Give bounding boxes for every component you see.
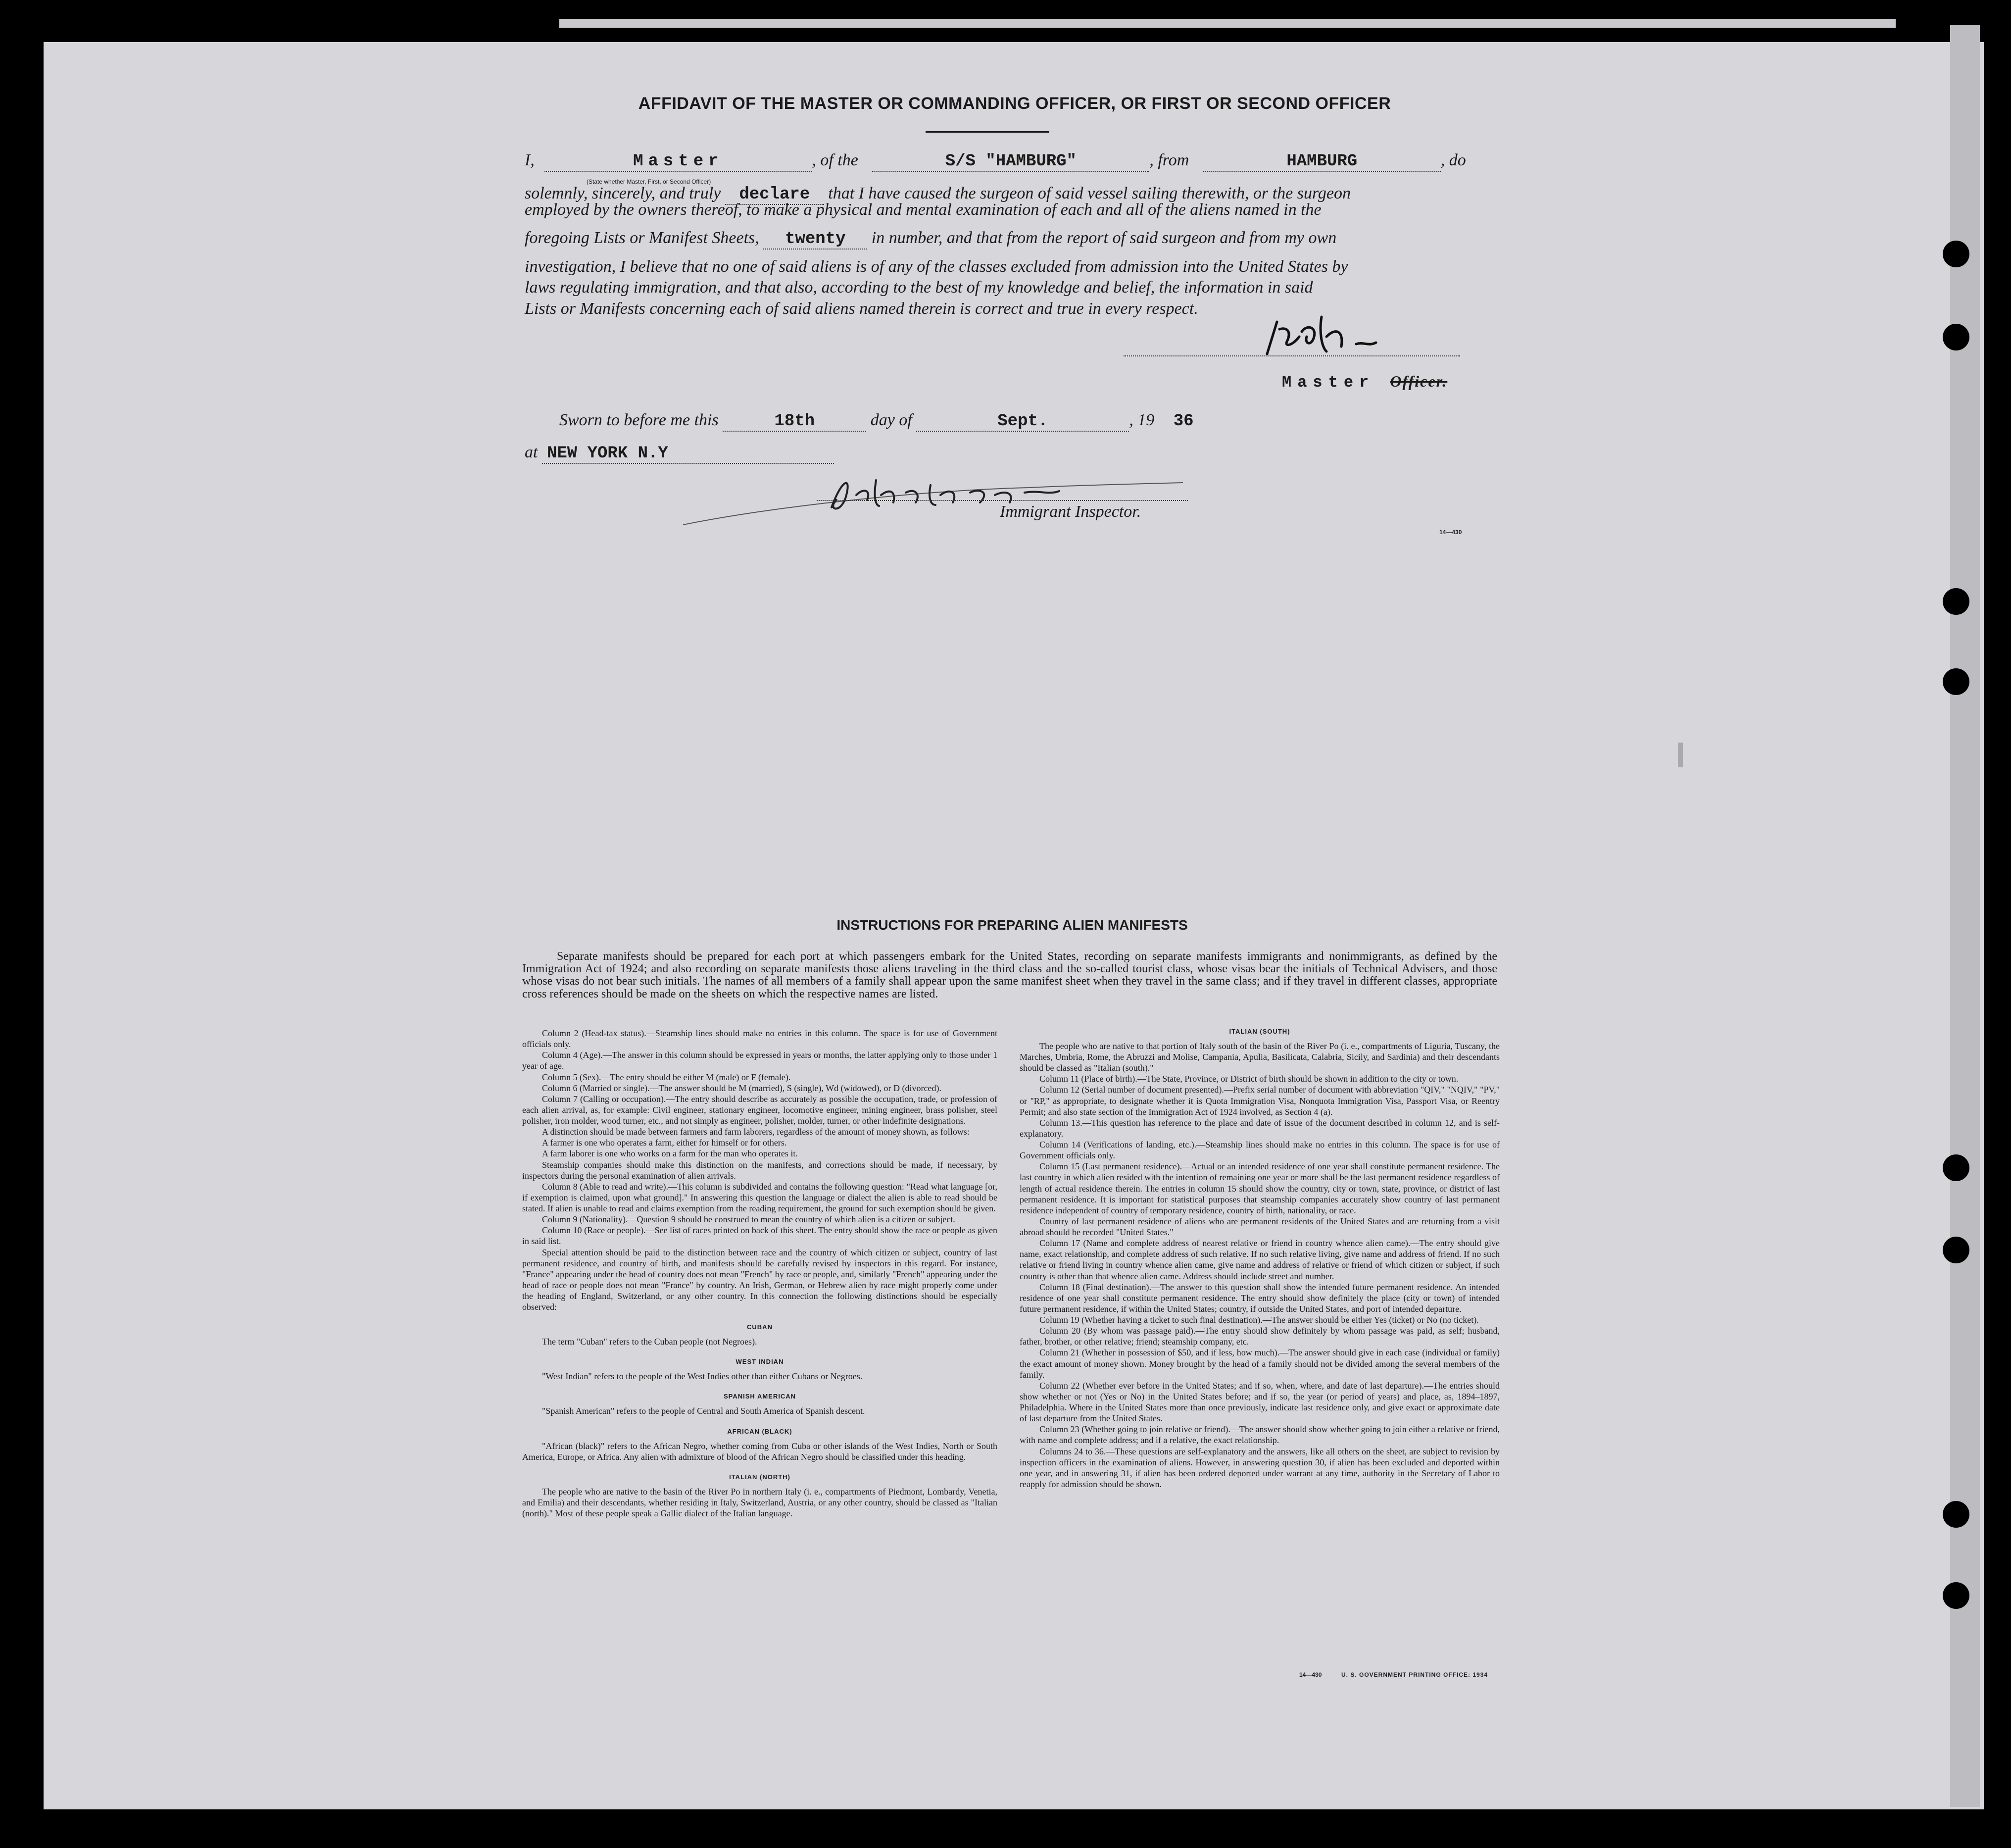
instruction-paragraph: Columns 24 to 36.—These questions are self-explanatory and the answers, like all others on the sheet, are subject to revision by inspection officers in the examination of aliens. However, in answering question 30, if alien has been excluded and deported within one year, and in answering 31, if alien has been ordered deported under warrant at any time, authority in the Secretary of Labor to reapply for admission should be shown. bbox=[1020, 1446, 1500, 1489]
instruction-paragraph: Column 23 (Whether going to join relative or friend).—The answer should show whether going to join either a relative or friend, with name and complete address; and if a relative, the exact relationship. bbox=[1020, 1424, 1500, 1446]
instruction-paragraph: Column 11 (Place of birth).—The State, Province, or District of birth should be shown in addition to the city or town. bbox=[1039, 1074, 1459, 1084]
instructions-title: INSTRUCTIONS FOR PREPARING ALIEN MANIFESTS bbox=[836, 917, 1188, 933]
instruction-paragraph: A distinction should be made between farmers and farm laborers, regardless of the amount of money shown, as follows: bbox=[542, 1127, 970, 1137]
form-number: 14—430 bbox=[1439, 529, 1462, 536]
instruction-paragraph: Column 8 (Able to read and write).—This column is subdivided and contains the following question: "Read what language [or, if exemption is claimed, upon what ground]." In answering this question the language or dialect the alien is able to read should be stated. If alien is unable to read and claims exemption from the reading requirement, the ground for such exemption should be given. bbox=[522, 1181, 997, 1213]
solemnly-text: solemnly, sincerely, and truly bbox=[525, 184, 721, 202]
master-signature bbox=[1257, 307, 1416, 361]
inspector-signature-line bbox=[817, 500, 1188, 501]
section-heading-west-indian: WEST INDIAN bbox=[736, 1358, 784, 1366]
affidavit-line-4 bbox=[525, 229, 1336, 250]
affidavit-title: AFFIDAVIT OF THE MASTER OR COMMANDING OFFICER, OR FIRST OR SECOND OFFICER bbox=[638, 94, 1391, 113]
rank-note: (State whether Master, First, or Second Officer) bbox=[587, 178, 711, 185]
instruction-paragraph: Column 22 (Whether ever before in the United States; and if so, when, where, and date of last departure).—The entries should show whether or not (Yes or No) in the United States before; and if so, the year (or period of years) and place, as, 1894–1897, Philadelphia. Where in the United States more than once previously, indicate last residence only, and give exact or approximate date of last departure from the United States. bbox=[1020, 1380, 1500, 1424]
instruction-paragraph: Column 9 (Nationality).—Question 9 should be construed to mean the country of which alien is a citizen or subject. bbox=[542, 1214, 955, 1225]
instruction-paragraph: Column 10 (Race or people).—See list of races printed on back of this sheet. The entry should show the race or people as given in said list. bbox=[522, 1225, 997, 1247]
sworn-line bbox=[559, 411, 1194, 432]
sworn-place-field: NEW YORK N.Y bbox=[542, 444, 834, 464]
signature-line bbox=[1124, 355, 1460, 356]
section-heading-italian-south: ITALIAN (SOUTH) bbox=[1229, 1028, 1290, 1035]
from-text: , from bbox=[1149, 151, 1189, 169]
inspector-signature bbox=[683, 460, 1188, 535]
instruction-paragraph: Column 17 (Name and complete address of nearest relative or friend in country whence alien came).—The entry should give name, exact relationship, and complete address of such relative. If no such relative living, give name and address of friend. If no such relative or friend living in country whence alien came, give name and address of relative or friend of which citizen or subject, if such country is other than that whence alien came. Address should include street and number. bbox=[1020, 1238, 1500, 1281]
declare-field: declare bbox=[725, 185, 824, 205]
signer-title-text: Master bbox=[1282, 373, 1375, 392]
sworn-year-field: 36 bbox=[1173, 412, 1194, 431]
vessel-name-field: S/S "HAMBURG" bbox=[872, 152, 1149, 172]
instruction-paragraph: A farmer is one who operates a farm, either for himself or for others. bbox=[542, 1138, 787, 1148]
port-field: HAMBURG bbox=[1203, 152, 1441, 172]
affidavit-line-1 bbox=[525, 151, 1466, 172]
punch-hole bbox=[1943, 588, 1969, 615]
punch-hole bbox=[1943, 324, 1969, 350]
inspector-label: Immigrant Inspector. bbox=[1000, 502, 1141, 521]
punch-hole bbox=[1943, 1237, 1969, 1263]
section-heading-spanish-american: SPANISH AMERICAN bbox=[723, 1393, 796, 1400]
title-rule bbox=[926, 131, 1049, 133]
sheet-count-field: twenty bbox=[763, 230, 867, 250]
instruction-paragraph: Column 7 (Calling or occupation).—The entry should describe as accurately as possible the occupation, trade, or profession of each alien arrival, as, for example: Civil engineer, stationary engineer, locomotive engineer, mining engineer, brass polisher, steel polisher, iron molder, wood turner, etc., and not simply as engineer, polisher, molder, turner, or other indefinite designations. bbox=[522, 1094, 997, 1126]
sworn-month-field: Sept. bbox=[916, 412, 1129, 432]
instruction-paragraph: Column 4 (Age).—The answer in this column should be expressed in years or months, the latter applying only to those under 1 year of age. bbox=[522, 1050, 997, 1071]
section-heading-african: AFRICAN (BLACK) bbox=[727, 1427, 792, 1435]
italian-north-definition: The people who are native to the basin of the River Po in northern Italy (i. e., compartments of Piedmont, Lombardy, Venetia, and Emilia) and their descendants, whether residing in Italy, Switzerland, Austria, or any other country, should be classed as "Italian (north)." Most of these people speak a Gallic dialect of the Italian language. bbox=[522, 1486, 997, 1519]
instructions-left-column bbox=[522, 1028, 997, 1519]
instruction-paragraph: Column 13.—This question has reference to the place and date of issue of the document described in column 12, and is self-explanatory. bbox=[1020, 1117, 1500, 1139]
section-heading-cuban: CUBAN bbox=[747, 1323, 773, 1331]
west-indian-definition: "West Indian" refers to the people of the West Indies other than either Cubans or Negroes. bbox=[542, 1371, 863, 1382]
affidavit-line-7: Lists or Manifests concerning each of said aliens named therein is correct and true in every respect. bbox=[525, 300, 1198, 318]
instruction-paragraph: The people who are native to that portion of Italy south of the basin of the River Po (i. e., compartments of Liguria, Tuscany, the Marches, Umbria, Rome, the Abruzzi and Molise, Campania, Apulia, Basilicata, Calabria, Sicily, and Sardinia) and their descendants should be classed as "Italian (south)." bbox=[1020, 1041, 1500, 1073]
sworn-prefix: Sworn to before me this bbox=[559, 411, 719, 429]
instruction-paragraph: Column 12 (Serial number of document presented).—Prefix serial number of document with abbreviation "QIV," "NQIV," "PV," or "RP," as appropriate, to designate whether it is Quota Immigration Visa, Nonquota Immigration Visa, Passport Visa, or Reentry Permit; and also state section of the Immigration Act of 1924 involved, as Section 4 (a). bbox=[1020, 1085, 1500, 1117]
sworn-day-field: 18th bbox=[723, 412, 866, 432]
do-text: , do bbox=[1440, 151, 1466, 169]
officer-rank-field: Master bbox=[544, 152, 812, 172]
printer-imprint: U. S. GOVERNMENT PRINTING OFFICE: 1934 bbox=[1341, 1671, 1488, 1678]
affidavit-line-6: laws regulating immigration, and that also, according to the best of my knowledge and belief, the information in said bbox=[525, 278, 1313, 297]
of-the-text: , of the bbox=[812, 151, 858, 169]
affidavit-i: I, bbox=[525, 151, 535, 169]
punch-hole bbox=[1943, 1582, 1969, 1609]
instruction-paragraph: Country of last permanent residence of aliens who are permanent residents of the United States and are returning from a visit abroad should be recorded "United States." bbox=[1020, 1216, 1500, 1238]
instruction-paragraph: Column 2 (Head-tax status).—Steamship lines should make no entries in this column. The space is for use of Government officials only. bbox=[522, 1028, 997, 1049]
instruction-paragraph: Column 21 (Whether in possession of $50, and if less, how much).—The answer should give in each case (individual or family) the exact amount of money shown. Money brought by the head of a family should not be divided among the several members of the family. bbox=[1020, 1348, 1500, 1380]
affidavit-line-3: employed by the owners thereof, to make a physical and mental examination of each and all of the aliens named in the bbox=[525, 200, 1322, 219]
instruction-paragraph: Column 14 (Verifications of landing, etc.).—Steamship lines should make no entries in this column. The space is for use of Government officials only. bbox=[1020, 1140, 1500, 1161]
instruction-paragraph: Column 15 (Last permanent residence).—Actual or an intended residence of one year shall constitute permanent residence. The last country in which alien resided with the intention of remaining one year or more shall be the last permanent residence regardless of length of actual residence therein. The entries in column 15 should show the country, city or town, state, province, or district of last permanent residence. It is important for statistical purposes that steamship companies accurately show country of last permanent residence independent of country of temporary residence, country of birth, nationality, or race. bbox=[1020, 1161, 1500, 1215]
line4-end: in number, and that from the report of said surgeon and from my own bbox=[871, 229, 1337, 247]
instruction-paragraph: Column 18 (Final destination).—The answer to this question shall show the intended future permanent residence. An intended residence of one year shall constitute permanent residence. The entry should show definitely the place (city or town) of intended future permanent residence, if within the United States; country, if outside the United States, and port of intended departure. bbox=[1020, 1282, 1500, 1314]
day-of-text: day of bbox=[870, 411, 912, 429]
instruction-paragraph: Column 6 (Married or single).—The answer should be M (married), S (single), Wd (widowed), or D (divorced). bbox=[542, 1083, 941, 1093]
punch-hole bbox=[1943, 1154, 1969, 1181]
instruction-paragraph: Special attention should be paid to the distinction between race and the country of which citizen or subject, country of last permanent residence, and country of birth, and manifests should be carefully revised by inspectors in this regard. For instance, "France" appearing under the head of country does not mean "French" by race or people, and, similarly "French" appearing under the head of race or people does not mean "France" by country. An Irish, German, or Hebrew alien by race might properly come under the heading of England, Switzerland, or any other country. In this connection the following distinctions should be especially observed: bbox=[522, 1247, 997, 1312]
instructions-right-column bbox=[1020, 1028, 1500, 1490]
instruction-paragraph: Column 5 (Sex).—The entry should be either M (male) or F (female). bbox=[542, 1072, 791, 1082]
at-text: at bbox=[525, 443, 538, 461]
punch-hole bbox=[1943, 1501, 1969, 1528]
spanish-american-definition: "Spanish American" refers to the people of Central and South America of Spanish descent. bbox=[542, 1406, 865, 1416]
line2-text: that I have caused the surgeon of said vessel sailing therewith, or the surgeon bbox=[828, 184, 1351, 202]
struck-officer-text: Officer. bbox=[1390, 372, 1448, 390]
punch-hole bbox=[1943, 668, 1969, 695]
punch-hole bbox=[1943, 241, 1969, 267]
line4-start: foregoing Lists or Manifest Sheets, bbox=[525, 229, 759, 247]
paper-mark bbox=[1678, 743, 1683, 767]
cuban-definition: The term "Cuban" refers to the Cuban people (not Negroes). bbox=[542, 1337, 757, 1347]
instruction-paragraph: Column 20 (By whom was passage paid).—The entry should show definitely by whom passage was paid, as self; husband, father, brother, or other relative; friend; steamship company, etc. bbox=[1020, 1326, 1500, 1347]
instruction-paragraph: A farm laborer is one who works on a farm for the man who operates it. bbox=[542, 1149, 798, 1159]
instruction-paragraph: Column 19 (Whether having a ticket to such final destination).—The answer should be either Yes (ticket) or No (no ticket). bbox=[1039, 1315, 1479, 1325]
instructions-intro: Separate manifests should be prepared for each port at which passengers embark for the United States, recording on separate manifests immigrants and nonimmigrants, as defined by the Immigration Act of 1924; and also recording on separate manifests those aliens traveling in the third class and the so-called tourist class, whose visas bear the initials of Technical Advisers, and those whose visas do not bear such initials. The names of all members of a family shall appear upon the same manifest sheet when they travel in the same class; and if they travel in different classes, appropriate cross references should be made on the sheets on which the respective names are listed. bbox=[522, 950, 1497, 1000]
signer-title bbox=[1282, 372, 1447, 392]
section-heading-italian-north: ITALIAN (NORTH) bbox=[729, 1473, 790, 1481]
affidavit-line-5: investigation, I believe that no one of said aliens is of any of the classes excluded from admission into the United States by bbox=[525, 257, 1348, 276]
underlying-sheet-edge bbox=[559, 19, 1896, 28]
sheet-right-edge bbox=[1950, 25, 1980, 1807]
year-prefix: , 19 bbox=[1129, 411, 1155, 429]
instruction-paragraph: Steamship companies should make this distinction on the manifests, and corrections should be made, if necessary, by inspectors during the personal examination of alien arrivals. bbox=[522, 1159, 997, 1181]
form-number-footer: 14—430 bbox=[1299, 1671, 1322, 1678]
african-definition: "African (black)" refers to the African Negro, whether coming from Cuba or other islands of the West Indies, North or South America, Europe, or Africa. Any alien with admixture of blood of the African Negro should be classified under this heading. bbox=[522, 1441, 997, 1462]
